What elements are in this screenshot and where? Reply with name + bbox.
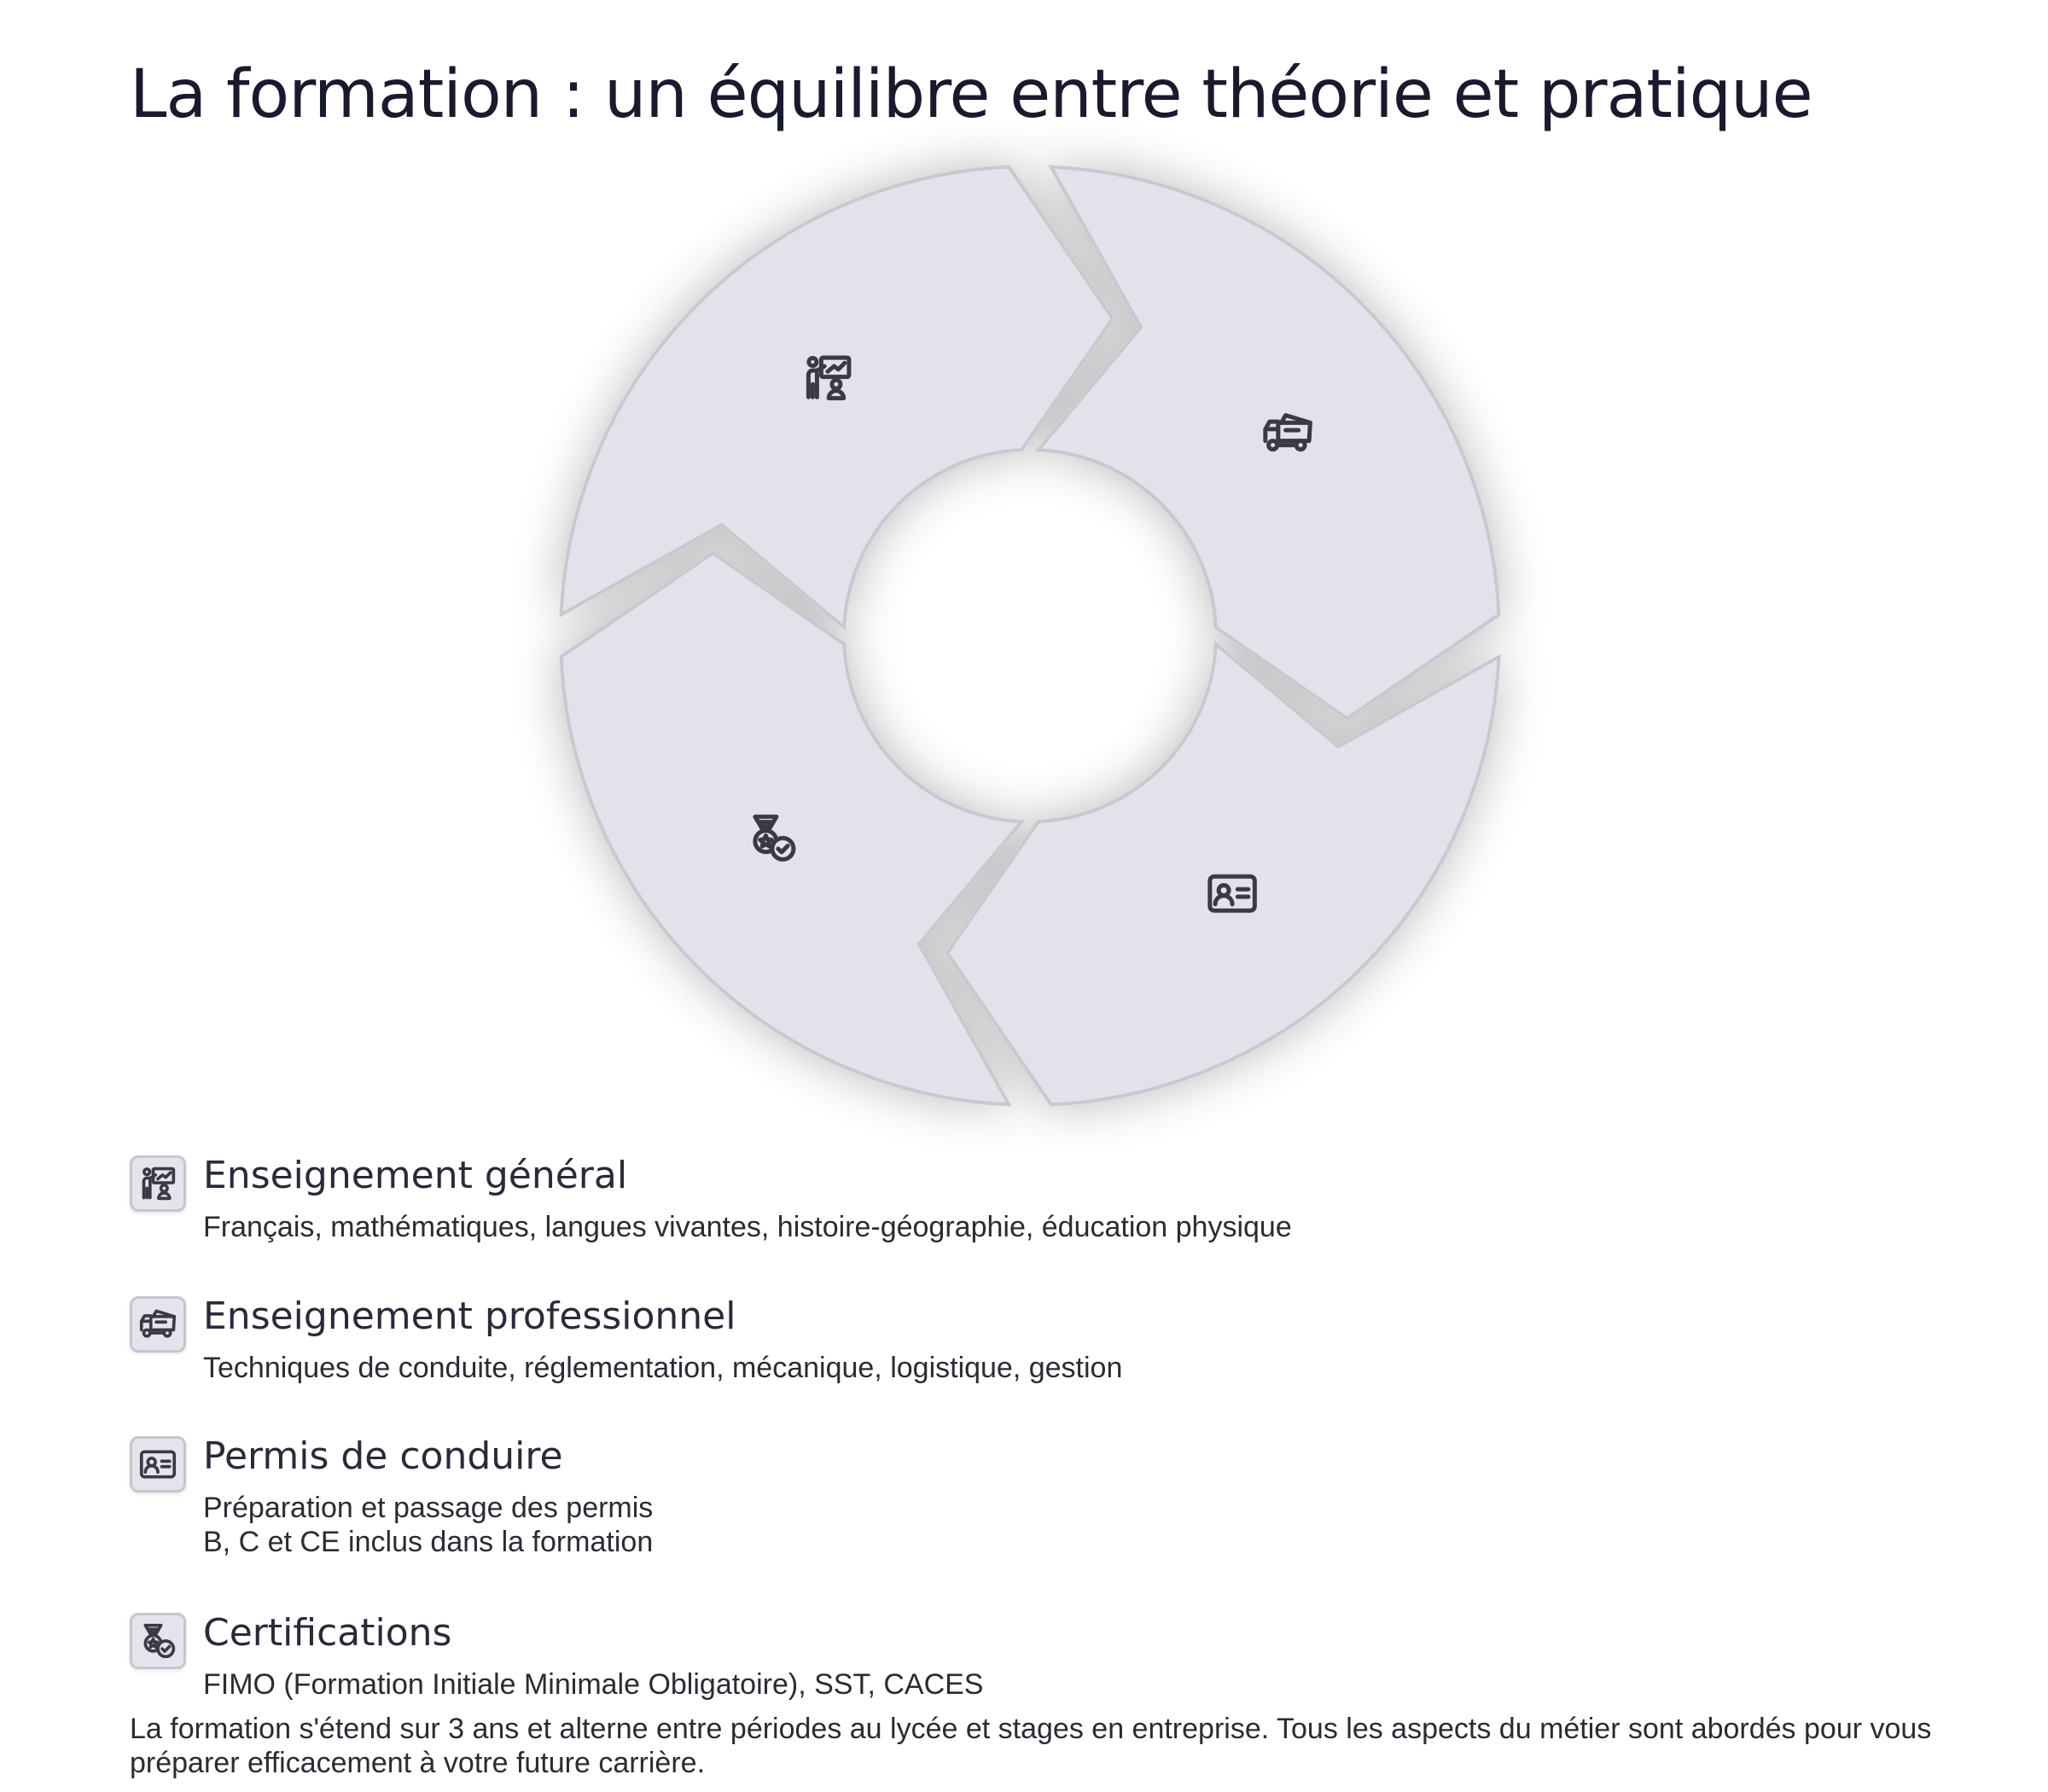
legend-description: Français, mathématiques, langues vivantes, histoire-géographie, éducation physique <box>203 1211 1292 1243</box>
truck-icon <box>139 1306 177 1343</box>
id-card-icon-badge <box>130 1436 186 1492</box>
truck-icon-badge <box>130 1296 186 1353</box>
medal-check-icon <box>139 1622 177 1660</box>
legend-item-general <box>130 1149 1939 1260</box>
legend-title: Enseignement général <box>203 1154 628 1197</box>
cycle-segment-certifications <box>561 553 1022 1104</box>
legend-description: Préparation et passage des permis B, C et CE inclus dans la formation <box>203 1492 654 1558</box>
legend-title: Permis de conduire <box>203 1434 563 1478</box>
id-card-icon <box>139 1446 177 1483</box>
legend-item-professional <box>130 1289 1939 1400</box>
legend-item-license <box>130 1429 1939 1574</box>
legend-title: Certifications <box>203 1611 452 1655</box>
legend-description: FIMO (Formation Initiale Minimale Obligatoire), SST, CACES <box>203 1668 984 1701</box>
legend-description: Techniques de conduite, réglementation, mécanique, logistique, gestion <box>203 1352 1123 1384</box>
footer-text: La formation s'étend sur 3 ans et alterne entre périodes au lycée et stages en entreprise. Tous les aspects du métier sont abordés pour vous préparer efficacement à votre future carrière. <box>130 1713 1932 1779</box>
legend-item-certifications <box>130 1606 1939 1717</box>
medal-check-icon-badge <box>130 1613 186 1669</box>
teacher-board-icon-badge <box>130 1155 186 1212</box>
teacher-board-icon <box>139 1165 177 1202</box>
legend-title: Enseignement professionnel <box>203 1295 736 1338</box>
page-title: La formation : un équilibre entre théorie et pratique <box>130 56 1812 133</box>
